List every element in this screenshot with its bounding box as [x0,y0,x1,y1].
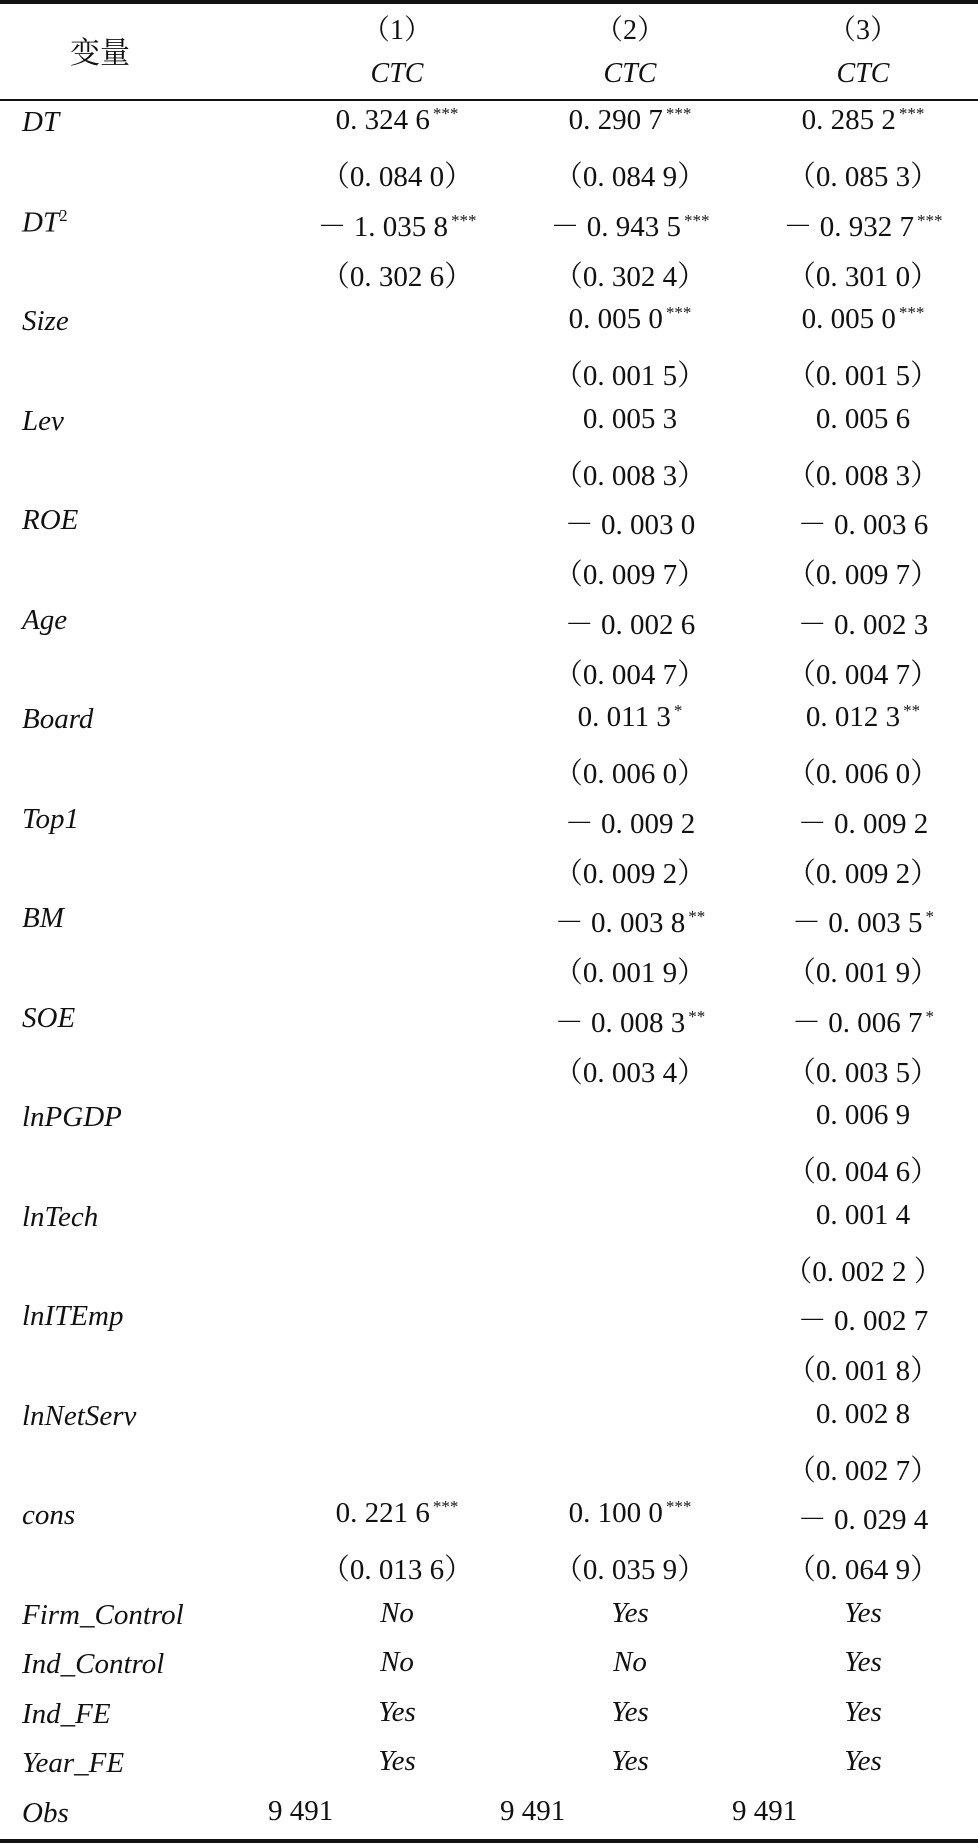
coefficient [743,1497,978,1538]
control-cell [743,1644,978,1693]
significance-stars: *** [451,210,477,230]
standard-error: （0. 004 7） [786,658,940,691]
variable-name-text: DT [22,206,60,239]
coefficient [277,204,517,245]
control-name: Firm_Control [22,1598,184,1631]
observations-row [0,1793,978,1843]
variable-name-text: BM [22,902,64,934]
coefficient-value: － 0. 002 3 [797,608,929,641]
coefficient-value: 0. 012 3 [805,701,901,733]
estimate-cell [743,1396,978,1495]
coefficient-value: 0. 001 4 [815,1198,911,1231]
standard-error: （0. 302 6） [320,260,474,293]
coefficient [743,602,978,643]
standard-error: （0. 001 5） [786,360,940,392]
control-value: Yes [844,1596,882,1629]
coefficient-value: － 0. 006 7 [791,1006,923,1039]
coefficient-value: － 0. 943 5 [550,210,681,243]
control-cell [743,1694,978,1743]
significance-stars: *** [917,210,943,230]
control-cell [510,1694,750,1743]
coefficient [510,1497,750,1530]
coefficient-value: 0. 005 0 [568,303,663,335]
table-row [0,799,978,899]
coefficient-value: － 0. 009 2 [564,807,696,840]
estimate-cell [743,699,978,798]
estimate-cell [510,998,750,1097]
coefficient [510,104,750,137]
header-column-3-number: （3） [827,15,898,46]
variable-name [22,1300,124,1333]
estimate-cell [743,898,978,997]
variable-name-text: Top1 [22,802,79,835]
control-value: Yes [844,1695,882,1728]
standard-error: （0. 084 9） [553,161,707,193]
coefficient-value: － 0. 002 7 [797,1305,929,1337]
control-value: Yes [378,1745,416,1777]
estimate-cell [743,799,978,898]
significance-stars: *** [432,1497,459,1516]
coefficient-value: － 0. 003 0 [564,509,696,541]
variable-name-text: cons [22,1499,76,1531]
control-cell [277,1644,517,1693]
coefficient [743,1298,978,1339]
coefficient-value: 0. 005 0 [801,303,896,335]
variable-name [22,604,67,637]
estimate-cell [510,799,750,898]
significance-stars: ** [903,701,921,720]
significance-stars: *** [665,303,692,322]
coefficient-value: － 0. 009 2 [797,807,929,840]
header-column-1-dependent: CTC [370,58,424,89]
variable-name [22,305,69,338]
observations-value: 9 491 [268,1794,334,1827]
variable-name-text: lnNetServ [22,1399,137,1432]
standard-error: （0. 009 2） [553,857,707,890]
coefficient [743,1199,978,1232]
coefficient-value: － 0. 002 6 [564,608,696,641]
table-row [0,102,978,202]
standard-error: （0. 064 9） [786,1554,940,1586]
variable-name-text: Age [22,603,68,636]
table-row [0,600,978,700]
coefficient [743,900,978,941]
control-cell [743,1595,978,1644]
estimate-cell [510,202,750,301]
table-bottom-rule [0,1839,978,1843]
significance-stars: *** [432,104,459,123]
table-row [0,301,978,401]
estimate-cell [743,1197,978,1296]
coefficient-value: 0. 290 7 [568,104,663,136]
table-row [0,1296,978,1396]
estimate-cell [510,1495,750,1594]
control-name: Ind_Control [22,1648,165,1680]
coefficient [510,602,750,643]
coefficient-value: 0. 006 9 [815,1099,911,1131]
table-row [0,1197,978,1297]
coefficient-value: 0. 285 2 [801,104,896,136]
significance-stars: *** [898,104,925,123]
control-name: Year_FE [22,1747,125,1779]
control-cell [277,1694,517,1743]
table-row [0,998,978,1098]
standard-error: （0. 002 7） [786,1454,940,1487]
coefficient [743,303,978,336]
standard-error: （0. 006 0） [553,758,707,790]
variable-name [22,1499,75,1532]
table-row [0,1396,978,1496]
header-column-2-number: （2） [594,15,665,46]
estimate-cell [277,202,517,301]
variable-name [22,1400,136,1433]
control-value: Yes [611,1596,649,1629]
coefficient [743,1398,978,1431]
estimate-cell [743,1495,978,1594]
estimate-cell [510,401,750,500]
standard-error: （0. 035 9） [553,1554,707,1586]
estimate-cell [743,1097,978,1196]
coefficient [510,801,750,842]
coefficient [277,104,517,137]
header-variable-label: 变量 [70,36,130,71]
significance-stars: * [925,907,934,926]
observations-value: 9 491 [732,1794,798,1827]
observations-label: Obs [22,1796,69,1829]
header-rule [0,99,978,101]
variable-name-text: lnPGDP [22,1101,122,1133]
coefficient-value: － 0. 008 3 [554,1006,686,1039]
estimate-cell [277,102,517,201]
control-row [0,1743,978,1793]
standard-error: （0. 001 5） [553,360,707,392]
variable-name [22,405,64,438]
significance-stars: *** [684,210,710,230]
estimate-cell [510,500,750,599]
estimate-cell [510,699,750,798]
coefficient-value: － 0. 003 5 [791,907,923,939]
control-value: Yes [611,1695,649,1728]
variable-name [22,504,78,537]
control-row [0,1644,978,1694]
standard-error: （0. 008 3） [553,459,707,492]
header-column-1-number: （1） [361,15,432,46]
table-row [0,202,978,302]
standard-error: （0. 084 0） [320,161,474,193]
significance-stars: *** [898,303,925,322]
coefficient [743,1099,978,1132]
estimate-cell [277,1495,517,1594]
standard-error: （0. 006 0） [786,758,940,790]
control-value: No [613,1646,647,1678]
coefficient-value: － 0. 029 4 [797,1504,929,1536]
standard-error: （0. 003 4） [553,1056,707,1089]
significance-stars: *** [665,104,692,123]
estimate-cell [743,102,978,201]
coefficient [743,801,978,842]
standard-error: （0. 009 2） [786,857,940,890]
coefficient [510,502,750,543]
coefficient [743,1000,978,1041]
estimate-cell [510,898,750,997]
standard-error: （0. 001 9） [553,957,707,989]
coefficient [743,403,978,436]
coefficient-value: － 0. 932 7 [783,210,914,243]
table-top-rule [0,0,978,4]
estimate-cell [743,500,978,599]
table-row [0,1097,978,1197]
variable-name-text: Lev [22,404,64,437]
estimate-cell [743,301,978,400]
table-row [0,401,978,501]
variable-superscript: 2 [59,205,68,225]
significance-stars: * [673,701,683,720]
coefficient [743,502,978,543]
control-value: No [380,1596,414,1629]
variable-name [22,1101,122,1134]
control-cell [743,1743,978,1792]
control-value: Yes [844,1745,882,1777]
estimate-cell [743,600,978,699]
coefficient-value: 0. 221 6 [335,1497,430,1529]
variable-name [22,803,79,836]
control-value: Yes [611,1745,649,1777]
variable-name [22,206,68,240]
control-cell [510,1644,750,1693]
significance-stars: ** [688,1006,706,1026]
standard-error: （0. 085 3） [786,161,940,193]
standard-error: （0. 004 6） [786,1156,940,1188]
coefficient-value: 0. 324 6 [335,104,430,136]
significance-stars: *** [665,1497,692,1516]
coefficient-value: － 1. 035 8 [317,210,448,243]
table-row [0,699,978,799]
coefficient-value: 0. 011 3 [577,701,671,733]
control-cell [277,1743,517,1792]
control-row [0,1595,978,1645]
estimate-cell [743,998,978,1097]
standard-error: （0. 302 4） [553,260,707,293]
variable-name-text: SOE [22,1001,76,1034]
table-row [0,500,978,600]
significance-stars: ** [688,907,706,926]
control-cell [510,1743,750,1792]
control-value: Yes [378,1695,416,1728]
coefficient [510,900,750,941]
variable-name [22,703,93,736]
coefficient [510,303,750,336]
estimate-cell [743,202,978,301]
coefficient [743,701,978,734]
header-column-3-dependent: CTC [836,58,890,89]
observations-value: 9 491 [500,1794,566,1827]
standard-error: （0. 009 7） [553,559,707,591]
coefficient [510,204,750,245]
coefficient [743,204,978,245]
variable-name [22,106,59,139]
variable-name-text: ROE [22,504,79,536]
control-cell [510,1595,750,1644]
estimate-cell [510,600,750,699]
control-value: Yes [844,1646,882,1678]
coefficient [510,403,750,436]
coefficient [510,701,750,734]
variable-name-text: lnITEmp [22,1300,124,1332]
coefficient-value: 0. 005 3 [582,402,678,435]
variable-name-text: DT [22,106,60,138]
variable-name-text: lnTech [22,1200,99,1233]
standard-error: （0. 008 3） [786,459,940,492]
control-row [0,1694,978,1744]
control-value: No [380,1646,414,1678]
standard-error: （0. 002 2 ） [783,1255,943,1288]
significance-stars: * [925,1006,934,1026]
variable-name [22,1201,98,1234]
estimate-cell [743,401,978,500]
standard-error: （0. 001 8） [786,1355,940,1387]
coefficient-value: 0. 005 6 [815,402,911,435]
variable-name [22,902,64,935]
coefficient-value: － 0. 003 6 [797,509,929,541]
coefficient [277,1497,517,1530]
standard-error: （0. 003 5） [786,1056,940,1089]
standard-error: （0. 301 0） [786,260,940,293]
coefficient-value: 0. 100 0 [568,1497,663,1529]
estimate-cell [510,301,750,400]
standard-error: （0. 009 7） [786,559,940,591]
coefficient [510,1000,750,1041]
table-row [0,1495,978,1595]
coefficient [743,104,978,137]
header-column-2-dependent: CTC [603,58,657,89]
variable-name-text: Size [22,305,69,337]
control-cell [277,1595,517,1644]
standard-error: （0. 004 7） [553,658,707,691]
table-row [0,898,978,998]
estimate-cell [510,102,750,201]
estimate-cell [743,1296,978,1395]
coefficient-value: 0. 002 8 [815,1397,911,1430]
control-name: Ind_FE [22,1697,111,1730]
standard-error: （0. 001 9） [786,957,940,989]
coefficient-value: － 0. 003 8 [554,907,686,939]
variable-name [22,1002,75,1035]
variable-name-text: Board [22,703,94,735]
table-body [0,102,978,1842]
standard-error: （0. 013 6） [320,1554,474,1586]
